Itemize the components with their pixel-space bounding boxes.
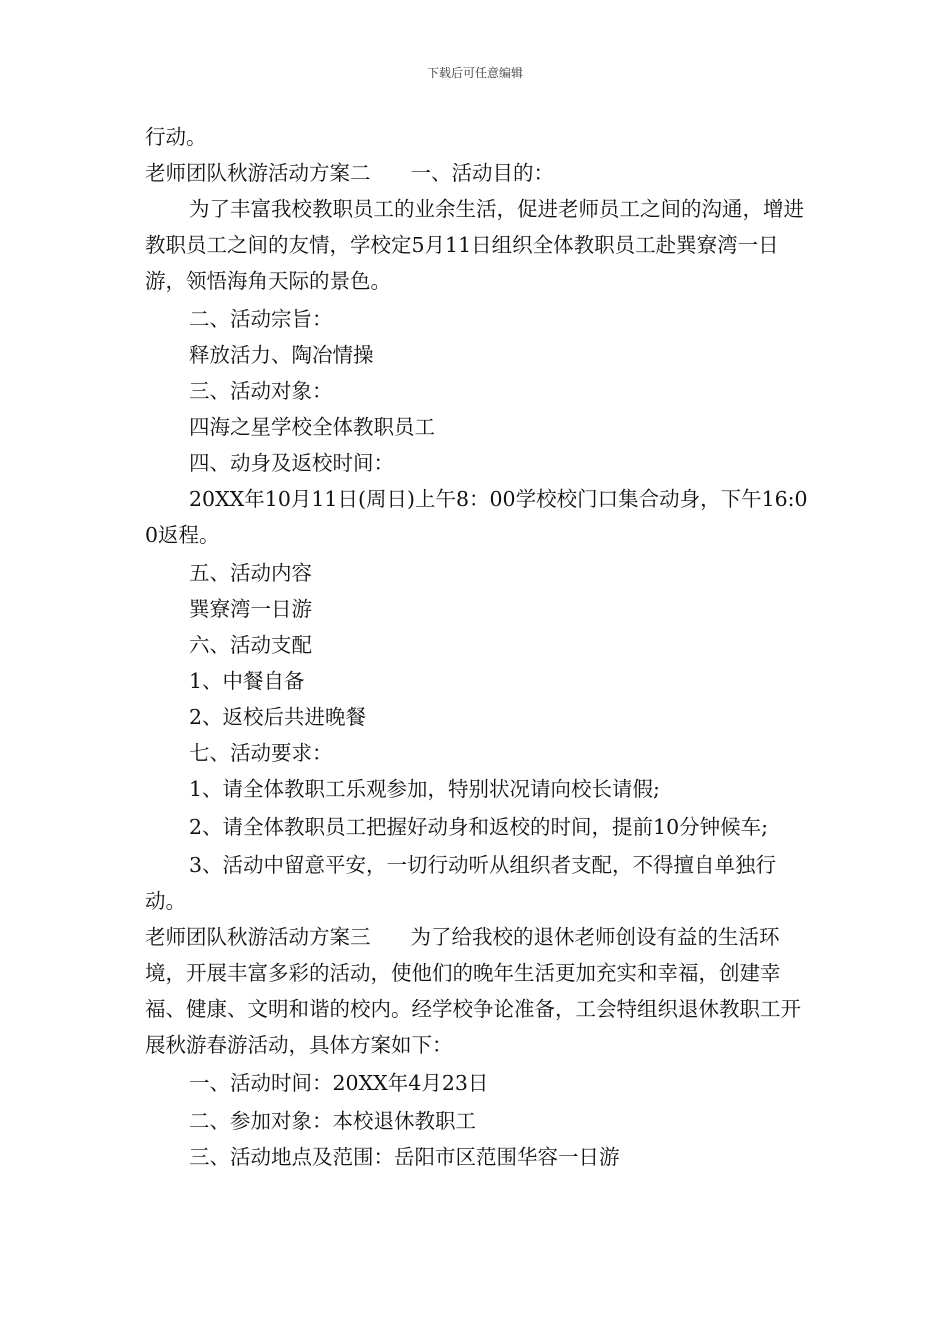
paragraph: 2、请全体教职员工把握好动身和返校的时间，提前10分钟候车;	[189, 815, 769, 839]
paragraph: 四海之星学校全体教职员工	[189, 415, 435, 439]
paragraph: 一、活动时间：20XX年4月23日	[189, 1071, 489, 1095]
paragraph: 20XX年10月11日(周日)上午8：00学校校门口集合动身，下午16:00返程。	[145, 487, 808, 547]
paragraph: 三、活动地点及范围：岳阳市区范围华容一日游	[189, 1145, 620, 1169]
plan-three-intro: 为了给我校的退休老师创设有益的生活环境，开展丰富多彩的活动，使他们的晚年生活更加充实和幸福，创建幸福、健康、文明和谐的校内。经学校争论准备，工会特组织退休教职工开展秋游春游活动，具体方案如下：	[145, 925, 801, 1057]
section-heading-plan-three	[145, 919, 813, 1063]
paragraph: 巽寮湾一日游	[189, 597, 312, 621]
paragraph: 二、活动宗旨：	[189, 307, 333, 331]
plan-three-title: 老师团队秋游活动方案三	[145, 925, 371, 949]
plan-two-title: 老师团队秋游活动方案二	[145, 161, 371, 185]
plan-two-first-item: 一、活动目的：	[410, 161, 554, 185]
paragraph: 2、返校后共进晚餐	[189, 705, 367, 729]
paragraph: 三、活动对象：	[189, 379, 333, 403]
paragraph: 行动。	[145, 125, 207, 149]
paragraph: 3、活动中留意平安，一切行动听从组织者支配，不得擅自单独行动。	[145, 853, 777, 913]
paragraph: 1、请全体教职工乐观参加，特别状况请向校长请假;	[189, 777, 660, 801]
page-header: 下载后可任意编辑	[426, 66, 523, 80]
paragraph: 二、参加对象：本校退休教职工	[189, 1109, 476, 1133]
paragraph: 七、活动要求：	[189, 741, 333, 765]
section-heading-plan-two	[145, 155, 813, 191]
document-body	[145, 119, 813, 1175]
paragraph: 四、动身及返校时间：	[189, 451, 394, 475]
paragraph: 释放活力、陶冶情操	[189, 343, 374, 367]
paragraph: 五、活动内容	[189, 561, 312, 585]
paragraph: 六、活动支配	[189, 633, 312, 657]
paragraph: 为了丰富我校教职员工的业余生活，促进老师员工之间的沟通，增进教职员工之间的友情，学校定5月11日组织全体教职员工赴巽寮湾一日游，领悟海角天际的景色。	[145, 197, 804, 293]
paragraph: 1、中餐自备	[189, 669, 305, 693]
